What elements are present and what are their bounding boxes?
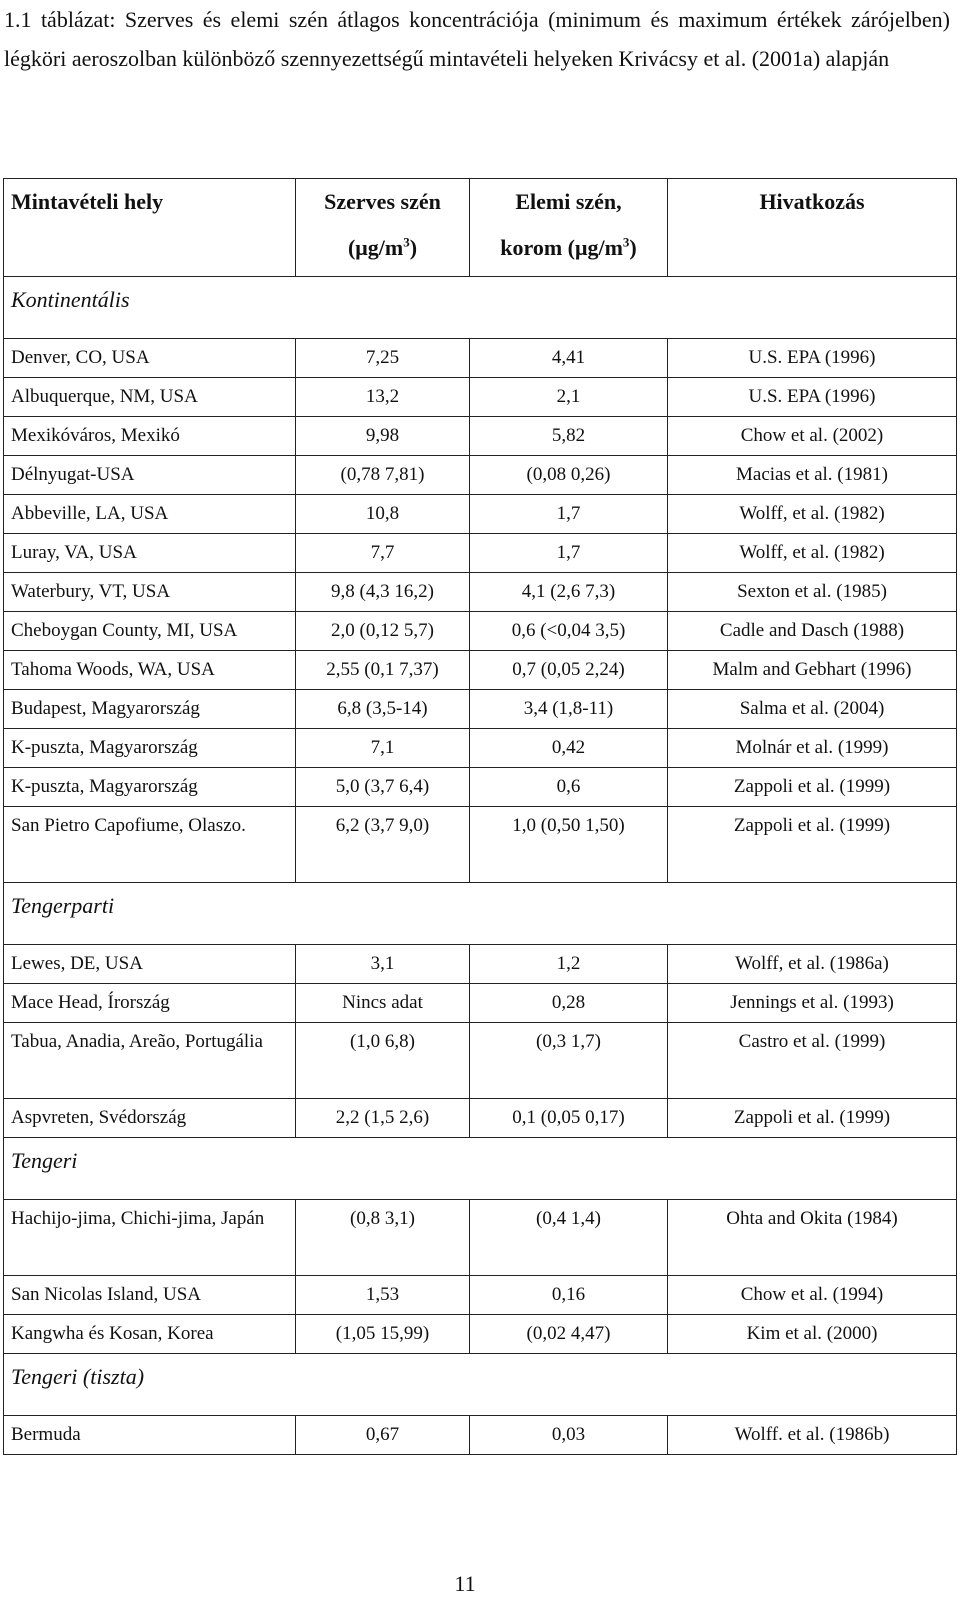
cell-elemental-carbon: 1,2 (470, 945, 668, 984)
cell-elemental-carbon: (0,4 1,4) (470, 1200, 668, 1276)
cell-reference: Castro et al. (1999) (668, 1023, 957, 1099)
cell-organic-carbon: 9,98 (296, 417, 470, 456)
section-row (4, 1138, 957, 1200)
cell-location: Hachijo-jima, Chichi-jima, Japán (4, 1200, 296, 1276)
cell-location: Waterbury, VT, USA (4, 573, 296, 612)
cell-location: Aspvreten, Svédország (4, 1099, 296, 1138)
cell-reference: U.S. EPA (1996) (668, 378, 957, 417)
cell-reference: Kim et al. (2000) (668, 1315, 957, 1354)
table-row (4, 339, 957, 378)
cell-reference: Zappoli et al. (1999) (668, 1099, 957, 1138)
cell-reference: Zappoli et al. (1999) (668, 807, 957, 883)
cell-organic-carbon: 1,53 (296, 1276, 470, 1315)
cell-reference: Macias et al. (1981) (668, 456, 957, 495)
table-row (4, 945, 957, 984)
cell-reference: Jennings et al. (1993) (668, 984, 957, 1023)
cell-location: Mace Head, Írország (4, 984, 296, 1023)
table-row (4, 1276, 957, 1315)
section-row (4, 1354, 957, 1416)
cell-location: San Pietro Capofiume, Olaszo. (4, 807, 296, 883)
cell-location: Lewes, DE, USA (4, 945, 296, 984)
cell-elemental-carbon: 0,42 (470, 729, 668, 768)
cell-location: Cheboygan County, MI, USA (4, 612, 296, 651)
table-row (4, 768, 957, 807)
cell-location: K-puszta, Magyarország (4, 768, 296, 807)
table-row (4, 456, 957, 495)
table-header-row (4, 179, 957, 277)
cell-organic-carbon: 2,2 (1,5 2,6) (296, 1099, 470, 1138)
cell-organic-carbon: (1,05 15,99) (296, 1315, 470, 1354)
cell-reference: Ohta and Okita (1984) (668, 1200, 957, 1276)
cell-organic-carbon: 10,8 (296, 495, 470, 534)
table-row (4, 1200, 957, 1276)
cell-location: Abbeville, LA, USA (4, 495, 296, 534)
cell-elemental-carbon: 1,0 (0,50 1,50) (470, 807, 668, 883)
cell-organic-carbon: 5,0 (3,7 6,4) (296, 768, 470, 807)
table-row (4, 534, 957, 573)
cell-elemental-carbon: 0,6 (<0,04 3,5) (470, 612, 668, 651)
cell-elemental-carbon: 4,41 (470, 339, 668, 378)
carbon-concentration-table (3, 178, 957, 1455)
cell-organic-carbon: (1,0 6,8) (296, 1023, 470, 1099)
cell-organic-carbon: 2,55 (0,1 7,37) (296, 651, 470, 690)
cell-organic-carbon: Nincs adat (296, 984, 470, 1023)
cell-elemental-carbon: (0,3 1,7) (470, 1023, 668, 1099)
cell-organic-carbon: 6,8 (3,5-14) (296, 690, 470, 729)
cell-elemental-carbon: (0,02 4,47) (470, 1315, 668, 1354)
cell-elemental-carbon: 0,28 (470, 984, 668, 1023)
cell-location: K-puszta, Magyarország (4, 729, 296, 768)
cell-reference: Zappoli et al. (1999) (668, 768, 957, 807)
section-title: Tengeri (4, 1138, 957, 1200)
section-title: Kontinentális (4, 277, 957, 339)
cell-elemental-carbon: 0,03 (470, 1416, 668, 1455)
header-reference: Hivatkozás (668, 179, 957, 277)
cell-elemental-carbon: 3,4 (1,8-11) (470, 690, 668, 729)
cell-organic-carbon: 6,2 (3,7 9,0) (296, 807, 470, 883)
cell-elemental-carbon: 5,82 (470, 417, 668, 456)
table-row (4, 984, 957, 1023)
cell-elemental-carbon: 1,7 (470, 495, 668, 534)
cell-reference: Wolff, et al. (1986a) (668, 945, 957, 984)
cell-location: Délnyugat-USA (4, 456, 296, 495)
cell-reference: Chow et al. (2002) (668, 417, 957, 456)
cell-reference: Wolff, et al. (1982) (668, 534, 957, 573)
cell-reference: Salma et al. (2004) (668, 690, 957, 729)
table-row (4, 573, 957, 612)
section-title: Tengeri (tiszta) (4, 1354, 957, 1416)
cell-organic-carbon: 9,8 (4,3 16,2) (296, 573, 470, 612)
cell-elemental-carbon: 2,1 (470, 378, 668, 417)
cell-organic-carbon: (0,8 3,1) (296, 1200, 470, 1276)
cell-organic-carbon: 7,25 (296, 339, 470, 378)
table-row (4, 729, 957, 768)
table-row (4, 417, 957, 456)
cell-location: Mexikóváros, Mexikó (4, 417, 296, 456)
cell-organic-carbon: 7,1 (296, 729, 470, 768)
header-elemental-carbon: Elemi szén, korom $(\mu g/m^3)$ (470, 179, 668, 277)
cell-reference: Malm and Gebhart (1996) (668, 651, 957, 690)
cell-location: Bermuda (4, 1416, 296, 1455)
cell-location: Kangwha és Kosan, Korea (4, 1315, 296, 1354)
cell-organic-carbon: 3,1 (296, 945, 470, 984)
cell-reference: Molnár et al. (1999) (668, 729, 957, 768)
cell-location: San Nicolas Island, USA (4, 1276, 296, 1315)
table-row (4, 807, 957, 883)
cell-organic-carbon: (0,78 7,81) (296, 456, 470, 495)
cell-reference: Wolff, et al. (1982) (668, 495, 957, 534)
section-row (4, 883, 957, 945)
table-row (4, 651, 957, 690)
table-row (4, 690, 957, 729)
table-row (4, 378, 957, 417)
cell-location: Tabua, Anadia, Areão, Portugália (4, 1023, 296, 1099)
cell-elemental-carbon: (0,08 0,26) (470, 456, 668, 495)
table-row (4, 612, 957, 651)
cell-reference: Cadle and Dasch (1988) (668, 612, 957, 651)
cell-elemental-carbon: 0,16 (470, 1276, 668, 1315)
section-row (4, 277, 957, 339)
table-row (4, 1099, 957, 1138)
cell-location: Luray, VA, USA (4, 534, 296, 573)
cell-location: Budapest, Magyarország (4, 690, 296, 729)
cell-elemental-carbon: 0,7 (0,05 2,24) (470, 651, 668, 690)
table-body (4, 277, 957, 1455)
cell-organic-carbon: 2,0 (0,12 5,7) (296, 612, 470, 651)
cell-elemental-carbon: 0,6 (470, 768, 668, 807)
header-location: Mintavételi hely (4, 179, 296, 277)
cell-organic-carbon: 7,7 (296, 534, 470, 573)
cell-location: Albuquerque, NM, USA (4, 378, 296, 417)
page-number: 11 (454, 1571, 476, 1596)
table-row (4, 495, 957, 534)
table-row (4, 1416, 957, 1455)
cell-reference: Wolff. et al. (1986b) (668, 1416, 957, 1455)
cell-reference: Chow et al. (1994) (668, 1276, 957, 1315)
cell-location: Tahoma Woods, WA, USA (4, 651, 296, 690)
cell-elemental-carbon: 4,1 (2,6 7,3) (470, 573, 668, 612)
cell-reference: Sexton et al. (1985) (668, 573, 957, 612)
cell-organic-carbon: 13,2 (296, 378, 470, 417)
cell-reference: U.S. EPA (1996) (668, 339, 957, 378)
table-row (4, 1023, 957, 1099)
section-title: Tengerparti (4, 883, 957, 945)
cell-location: Denver, CO, USA (4, 339, 296, 378)
table-row (4, 1315, 957, 1354)
table-caption: 1.1 táblázat: Szerves és elemi szén átlagos koncentrációja (minimum és maximum értékek zárójelben) légköri aeroszolban különböző szennyezettségű mintavételi helyeken Krivácsy et al. (2001a) alapján (4, 7, 950, 71)
header-organic-carbon: Szerves szén $(\mu g/m^3)$ (296, 179, 470, 277)
cell-elemental-carbon: 1,7 (470, 534, 668, 573)
cell-elemental-carbon: 0,1 (0,05 0,17) (470, 1099, 668, 1138)
cell-organic-carbon: 0,67 (296, 1416, 470, 1455)
